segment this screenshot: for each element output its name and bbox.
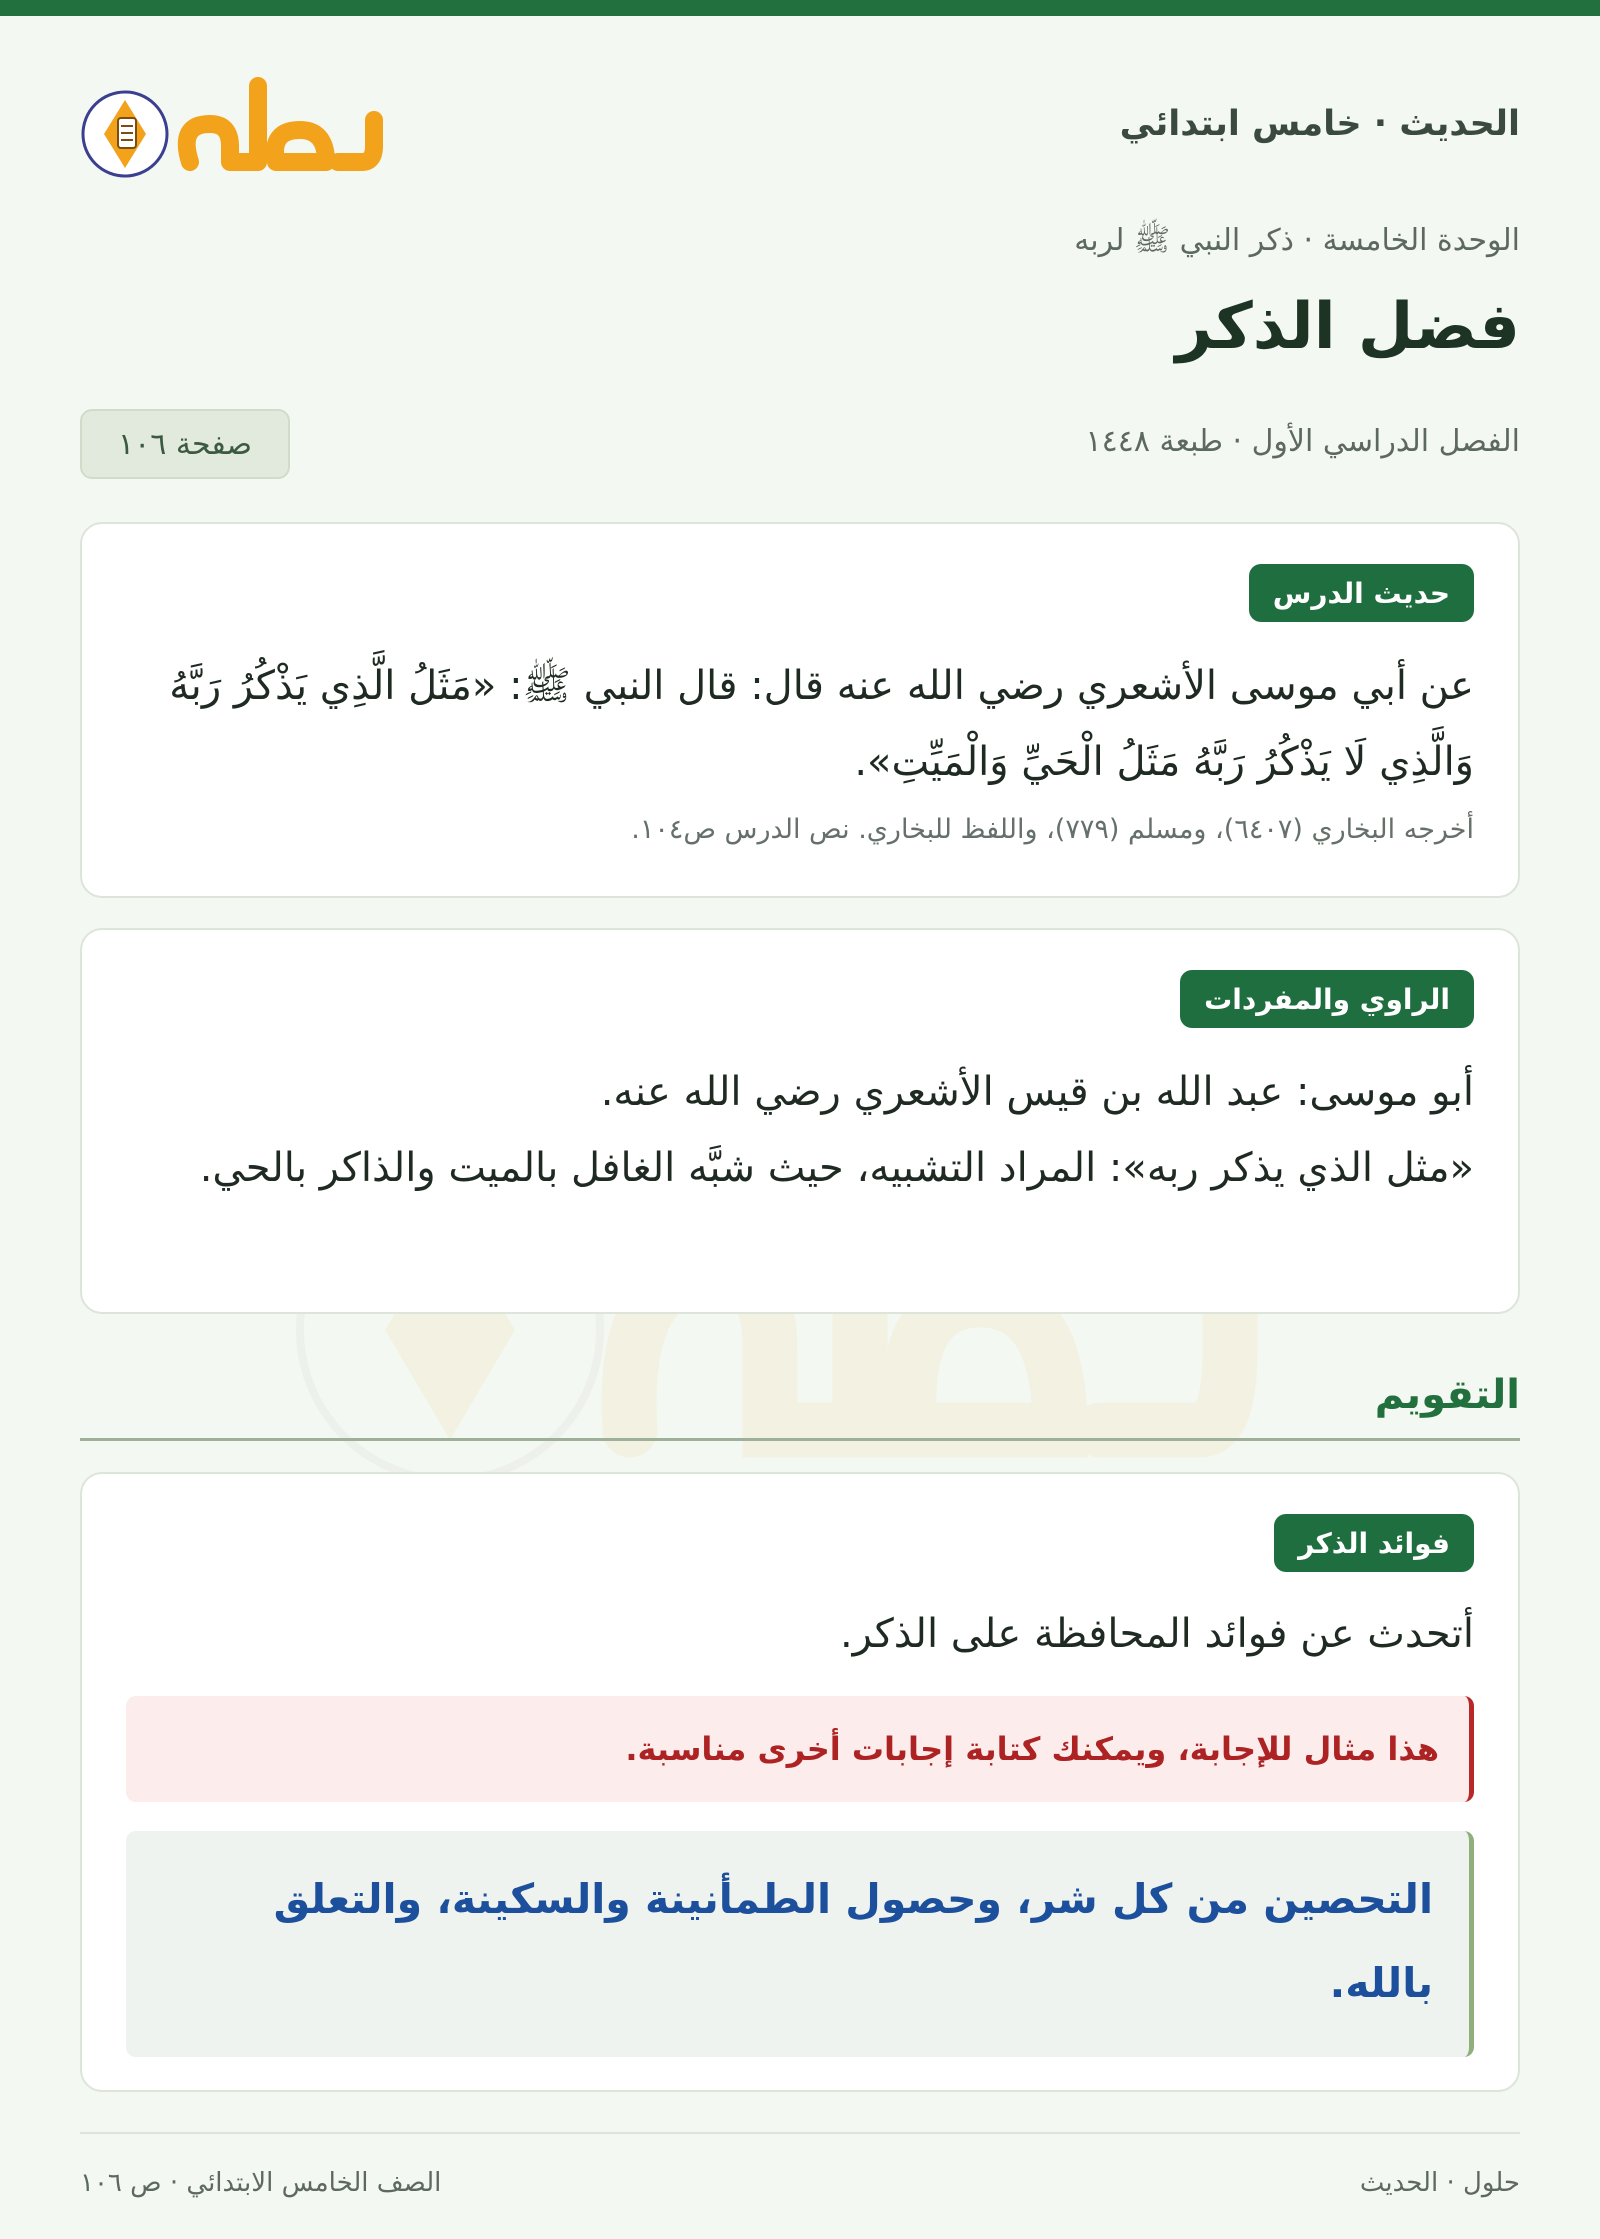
page-number-badge: صفحة ١٠٦: [80, 409, 290, 479]
footer-brand: حلول · الحديث: [1359, 2168, 1520, 2198]
footer-page-info: الصف الخامس الابتدائي · ص ١٠٦: [80, 2168, 442, 2198]
evaluation-section-title: التقويم: [1374, 1372, 1520, 1418]
narrator-tag: الراوي والمفردات: [1180, 970, 1474, 1028]
subject-title: الحديث · خامس ابتدائي: [1119, 104, 1520, 144]
model-answer: التحصين من كل شر، وحصول الطمأنينة والسكينة، والتعلق بالله.: [126, 1831, 1474, 2057]
logo-text: حلول: [77, 70, 80, 71]
unit-breadcrumb: الوحدة الخامسة · ذكر النبي ﷺ لربه: [1074, 223, 1520, 258]
footer-divider: [80, 2132, 1520, 2134]
section-divider: [80, 1438, 1520, 1441]
evaluation-tag: فوائد الذكر: [1274, 1514, 1474, 1572]
hadith-card: [80, 522, 1520, 898]
page-header: [77, 60, 1520, 190]
evaluation-card: [80, 1472, 1520, 2092]
answer-note: هذا مثال للإجابة، ويمكنك كتابة إجابات أخرى مناسبة.: [126, 1696, 1474, 1802]
evaluation-question: أتحدث عن فوائد المحافظة على الذكر.: [839, 1611, 1474, 1657]
hadith-text: عن أبي موسى الأشعري رضي الله عنه قال: قال النبي ﷺ: «مَثَلُ الَّذِي يَذْكُرُ رَبَّهُ وَالَّذِي لَا يَذْكُرُ رَبَّهُ مَثَلُ الْحَيِّ وَالْمَيِّتِ».: [169, 663, 1474, 785]
top-accent-bar: [0, 0, 1600, 16]
hulul-logo[interactable]: [77, 70, 380, 190]
hadith-tag: حديث الدرس: [1249, 564, 1474, 622]
term-edition: الفصل الدراسي الأول · طبعة ١٤٤٨: [1085, 424, 1520, 459]
narrator-card: [80, 928, 1520, 1314]
page-title: فضل الذكر: [1175, 290, 1520, 364]
vocabulary-line: «مثل الذي يذكر ربه»: المراد التشبيه، حيث شبَّه الغافل بالميت والذاكر بالحي.: [199, 1145, 1474, 1191]
hadith-source: أخرجه البخاري (٦٤٠٧)، ومسلم (٧٧٩)، واللفظ للبخاري. نص الدرس ص١٠٤.: [631, 814, 1474, 845]
narrator-line: أبو موسى: عبد الله بن قيس الأشعري رضي الله عنه.: [600, 1069, 1474, 1115]
